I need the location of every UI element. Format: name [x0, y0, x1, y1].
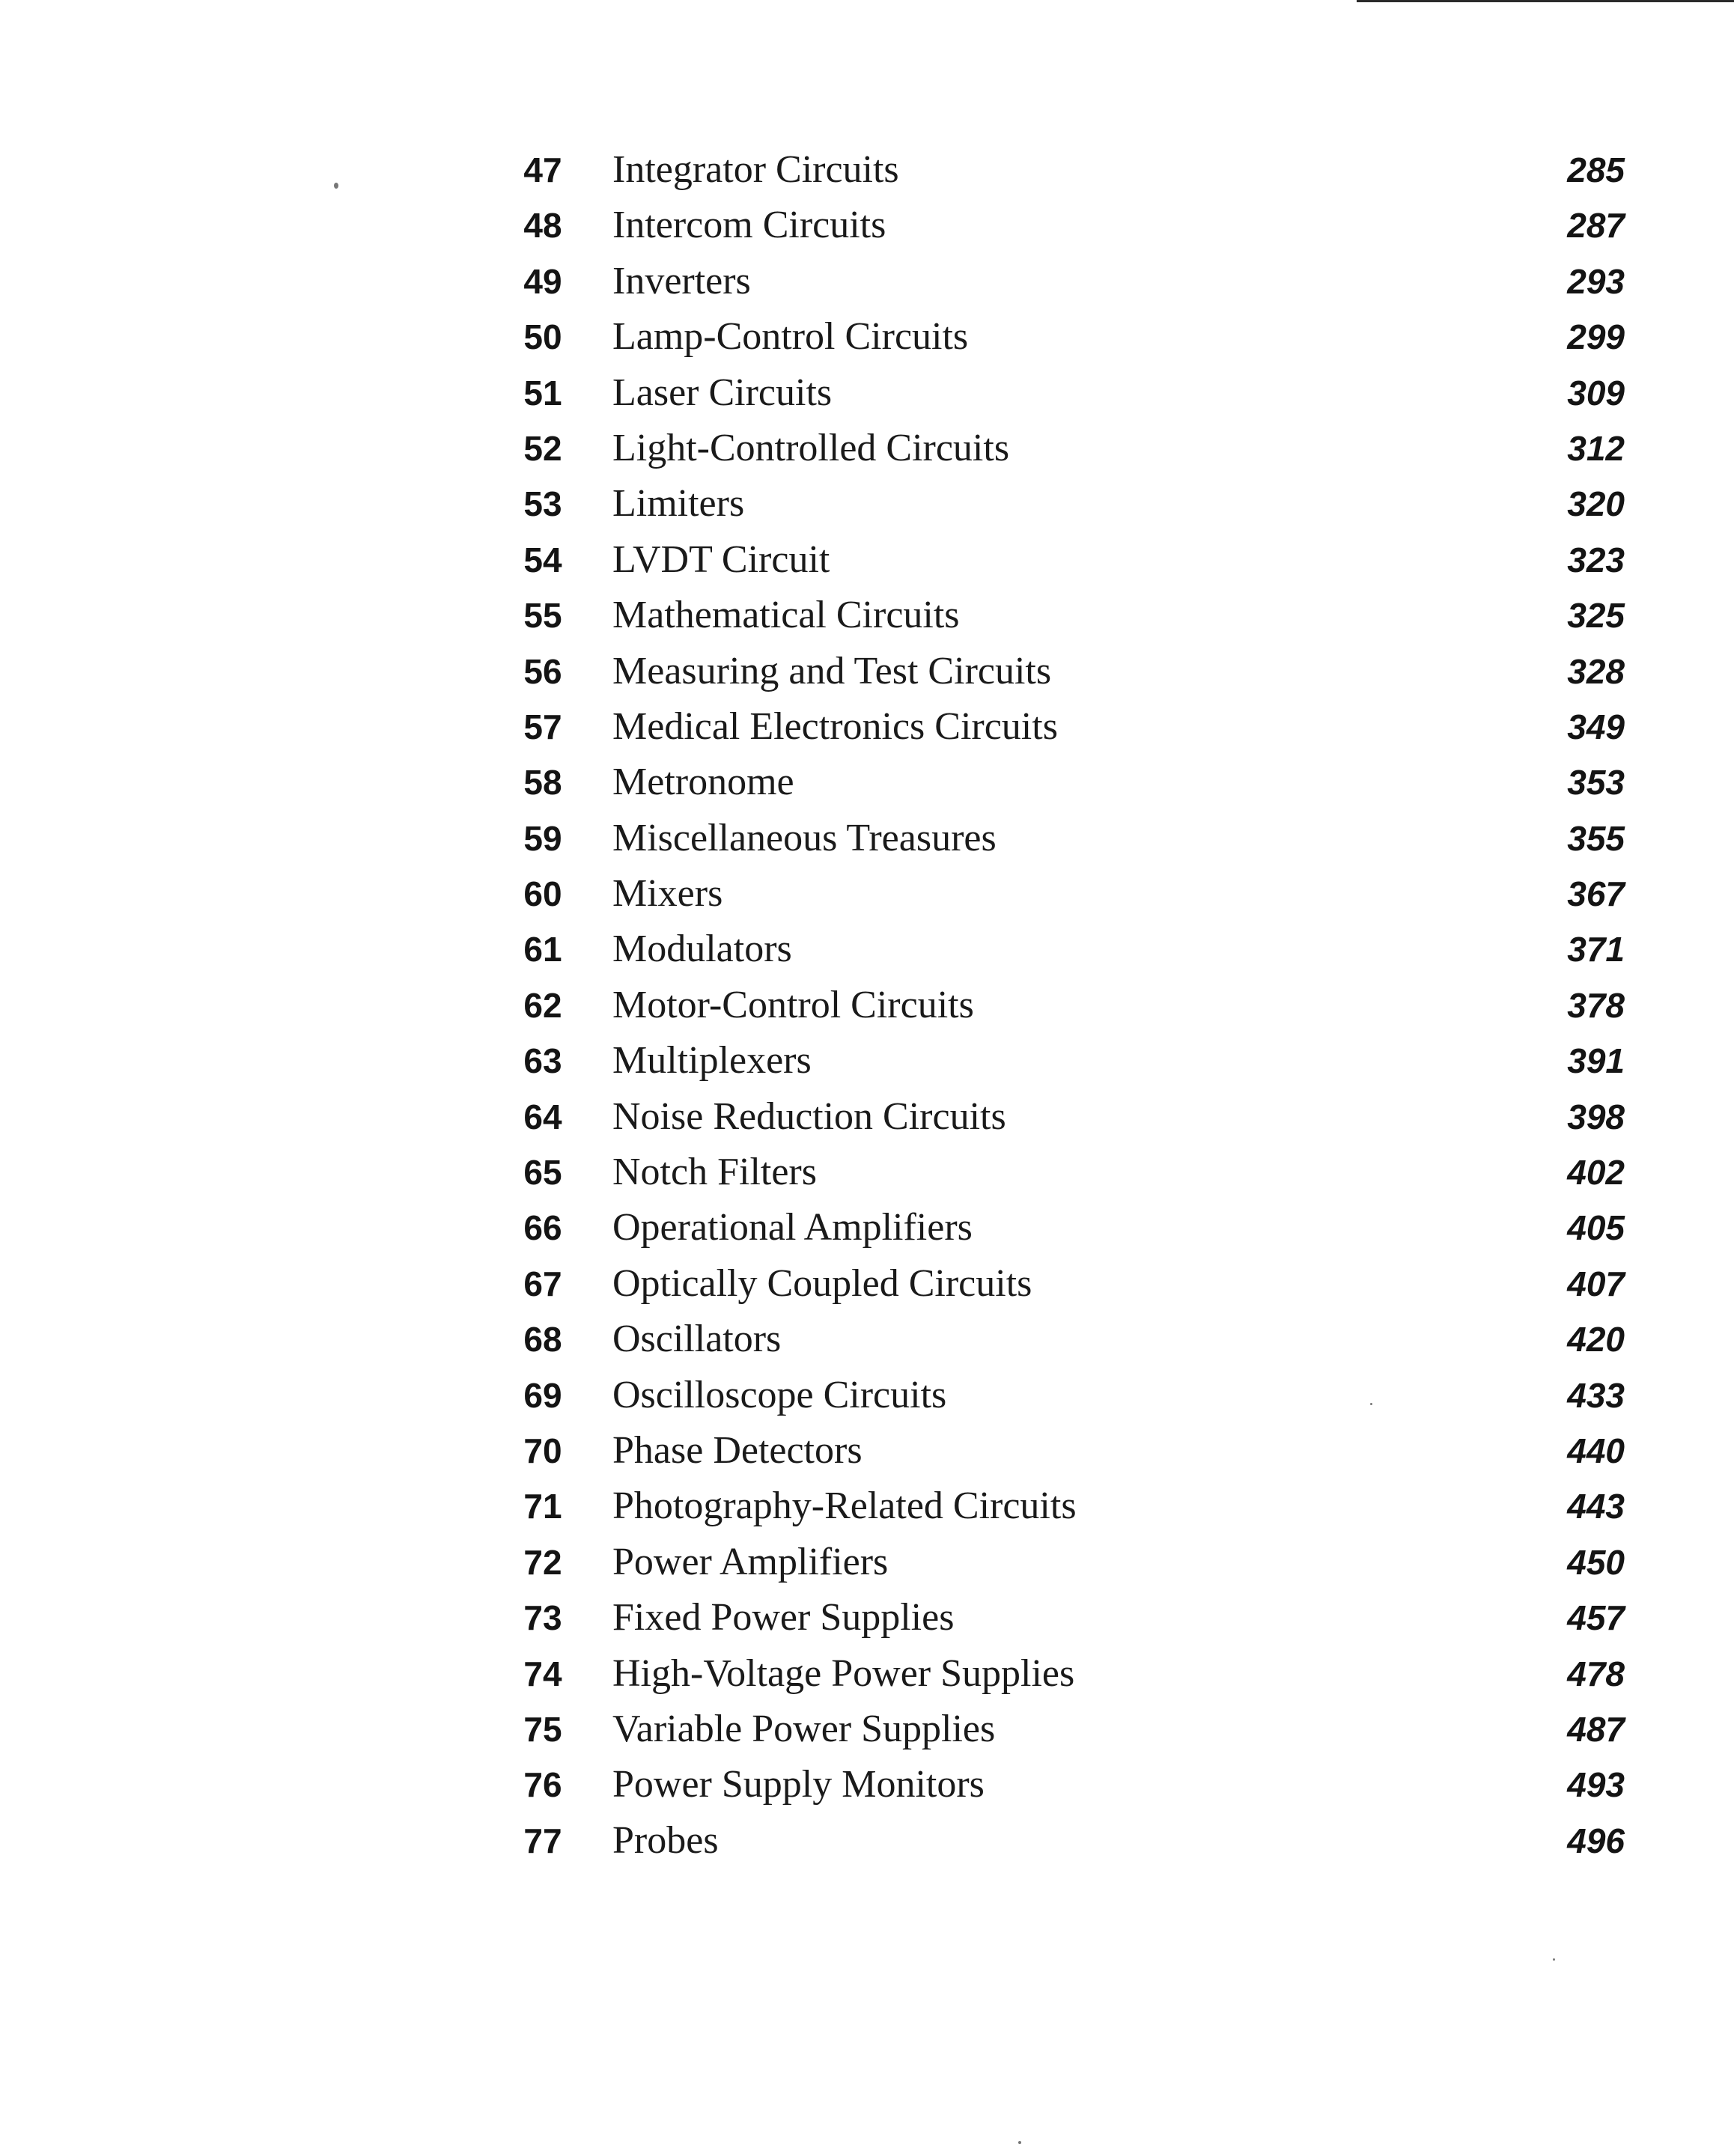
page-number: 378: [1567, 985, 1625, 1025]
chapter-title: Inverters: [612, 259, 751, 302]
page-number: 353: [1567, 763, 1625, 803]
page-number: 325: [1567, 596, 1625, 636]
chapter-title: Lamp-Control Circuits: [612, 315, 969, 359]
chapter-title: Measuring and Test Circuits: [612, 649, 1052, 692]
chapter-title: Multiplexers: [612, 1039, 812, 1082]
page-number: 405: [1567, 1208, 1625, 1248]
chapter-number: 66: [523, 1208, 562, 1248]
chapter-number: 60: [523, 874, 562, 914]
chapter-number: 56: [523, 651, 562, 691]
chapter-number: 74: [523, 1654, 562, 1693]
chapter-title: Power Supply Monitors: [612, 1763, 985, 1806]
toc-entry[interactable]: [509, 866, 1632, 922]
chapter-number: 61: [523, 930, 562, 969]
chapter-number: 54: [523, 540, 562, 579]
chapter-title: Probes: [612, 1818, 719, 1862]
page-number: 440: [1567, 1431, 1625, 1470]
page-number: 287: [1567, 206, 1625, 246]
chapter-title: Operational Amplifiers: [612, 1206, 973, 1249]
chapter-number: 69: [523, 1375, 562, 1415]
chapter-number: 57: [523, 707, 562, 746]
chapter-number: 51: [523, 373, 562, 412]
chapter-number: 63: [523, 1041, 562, 1081]
chapter-title: Power Amplifiers: [612, 1540, 889, 1583]
toc-entry[interactable]: [509, 1145, 1632, 1200]
toc-entry[interactable]: [509, 1813, 1632, 1869]
chapter-title: Notch Filters: [612, 1151, 817, 1194]
page-number: 402: [1567, 1153, 1625, 1193]
chapter-title: Integrator Circuits: [612, 148, 899, 191]
page-number: 323: [1567, 540, 1625, 579]
chapter-number: 67: [523, 1264, 562, 1303]
page-number: 371: [1567, 930, 1625, 969]
page-number: 496: [1567, 1821, 1625, 1860]
chapter-title: Laser Circuits: [612, 371, 833, 414]
page-number: 487: [1567, 1709, 1625, 1749]
page-number: 398: [1567, 1097, 1625, 1136]
toc-entry[interactable]: [509, 1200, 1632, 1255]
page-number: 450: [1567, 1542, 1625, 1582]
page-number: 328: [1567, 651, 1625, 691]
page-number: 355: [1567, 818, 1625, 858]
toc-entry[interactable]: [509, 1590, 1632, 1645]
page-number: 320: [1567, 484, 1625, 524]
chapter-title: Variable Power Supplies: [612, 1707, 996, 1750]
toc-entry[interactable]: [509, 922, 1632, 977]
toc-entry[interactable]: [509, 1646, 1632, 1702]
chapter-number: 65: [523, 1153, 562, 1193]
toc-entry[interactable]: [509, 811, 1632, 866]
chapter-number: 75: [523, 1709, 562, 1749]
chapter-number: 77: [523, 1821, 562, 1860]
chapter-number: 68: [523, 1320, 562, 1359]
toc-entry[interactable]: [509, 699, 1632, 755]
chapter-title: Oscillators: [612, 1318, 782, 1361]
chapter-number: 49: [523, 261, 562, 301]
page-number: 391: [1567, 1041, 1625, 1081]
chapter-number: 50: [523, 317, 562, 357]
toc-entry[interactable]: [509, 644, 1632, 699]
page-number: 299: [1567, 317, 1625, 357]
chapter-title: Medical Electronics Circuits: [612, 704, 1058, 748]
scan-speck: [334, 183, 338, 189]
chapter-number: 58: [523, 763, 562, 803]
chapter-number: 70: [523, 1431, 562, 1470]
page-number: 367: [1567, 874, 1625, 914]
chapter-number: 62: [523, 985, 562, 1025]
scan-speck: [1553, 1958, 1555, 1961]
chapter-title: Motor-Control Circuits: [612, 983, 974, 1026]
chapter-number: 71: [523, 1487, 562, 1526]
page-number: 407: [1567, 1264, 1625, 1303]
chapter-number: 48: [523, 206, 562, 246]
toc-entry[interactable]: [509, 532, 1632, 588]
chapter-number: 76: [523, 1765, 562, 1805]
chapter-number: 59: [523, 818, 562, 858]
chapter-title: Optically Coupled Circuits: [612, 1261, 1032, 1305]
toc-entry[interactable]: [509, 1757, 1632, 1812]
chapter-number: 73: [523, 1598, 562, 1638]
toc-entry[interactable]: [509, 978, 1632, 1033]
page-number: 309: [1567, 373, 1625, 412]
chapter-title: Modulators: [612, 928, 792, 971]
toc-entry[interactable]: [509, 1423, 1632, 1479]
page-number: 312: [1567, 428, 1625, 468]
toc-entry[interactable]: [509, 1702, 1632, 1757]
page-number: 349: [1567, 707, 1625, 746]
toc-entry[interactable]: [509, 1479, 1632, 1534]
chapter-title: Miscellaneous Treasures: [612, 816, 997, 859]
chapter-title: Phase Detectors: [612, 1428, 863, 1472]
toc-entry[interactable]: [509, 476, 1632, 532]
chapter-title: High-Voltage Power Supplies: [612, 1651, 1075, 1695]
chapter-title: LVDT Circuit: [612, 538, 830, 581]
toc-entry[interactable]: [509, 309, 1632, 365]
toc-entry[interactable]: [509, 1312, 1632, 1367]
toc-entry[interactable]: [509, 755, 1632, 810]
page-number: 493: [1567, 1765, 1625, 1805]
toc-entry[interactable]: [509, 1535, 1632, 1590]
toc-entry[interactable]: [509, 1368, 1632, 1423]
chapter-number: 47: [523, 150, 562, 189]
chapter-title: Noise Reduction Circuits: [612, 1094, 1006, 1138]
page-number: 420: [1567, 1320, 1625, 1359]
chapter-number: 53: [523, 484, 562, 524]
toc-entry[interactable]: [509, 1256, 1632, 1312]
toc-entry[interactable]: [509, 1089, 1632, 1145]
chapter-number: 52: [523, 428, 562, 468]
chapter-title: Fixed Power Supplies: [612, 1596, 955, 1639]
chapter-title: Oscilloscope Circuits: [612, 1373, 947, 1416]
chapter-title: Intercom Circuits: [612, 204, 886, 247]
toc-entry[interactable]: [509, 365, 1632, 421]
chapter-number: 72: [523, 1542, 562, 1582]
toc-entry[interactable]: [509, 142, 1632, 198]
page-number: 285: [1567, 150, 1625, 189]
table-of-contents: [509, 142, 1632, 1869]
chapter-title: Light-Controlled Circuits: [612, 426, 1010, 469]
page-number: 433: [1567, 1375, 1625, 1415]
chapter-number: 55: [523, 596, 562, 636]
chapter-title: Photography-Related Circuits: [612, 1484, 1077, 1528]
top-edge-rule: [1357, 0, 1734, 2]
chapter-title: Mathematical Circuits: [612, 594, 960, 637]
page-number: 457: [1567, 1598, 1625, 1638]
chapter-title: Metronome: [612, 761, 794, 804]
toc-entry[interactable]: [509, 421, 1632, 476]
chapter-title: Limiters: [612, 482, 745, 526]
toc-entry[interactable]: [509, 198, 1632, 253]
page-number: 478: [1567, 1654, 1625, 1693]
page-number: 293: [1567, 261, 1625, 301]
toc-entry[interactable]: [509, 588, 1632, 643]
toc-entry[interactable]: [509, 1033, 1632, 1088]
chapter-title: Mixers: [612, 872, 723, 916]
scan-speck: [1018, 2141, 1021, 2144]
page-number: 443: [1567, 1487, 1625, 1526]
toc-entry[interactable]: [509, 254, 1632, 309]
chapter-number: 64: [523, 1097, 562, 1136]
